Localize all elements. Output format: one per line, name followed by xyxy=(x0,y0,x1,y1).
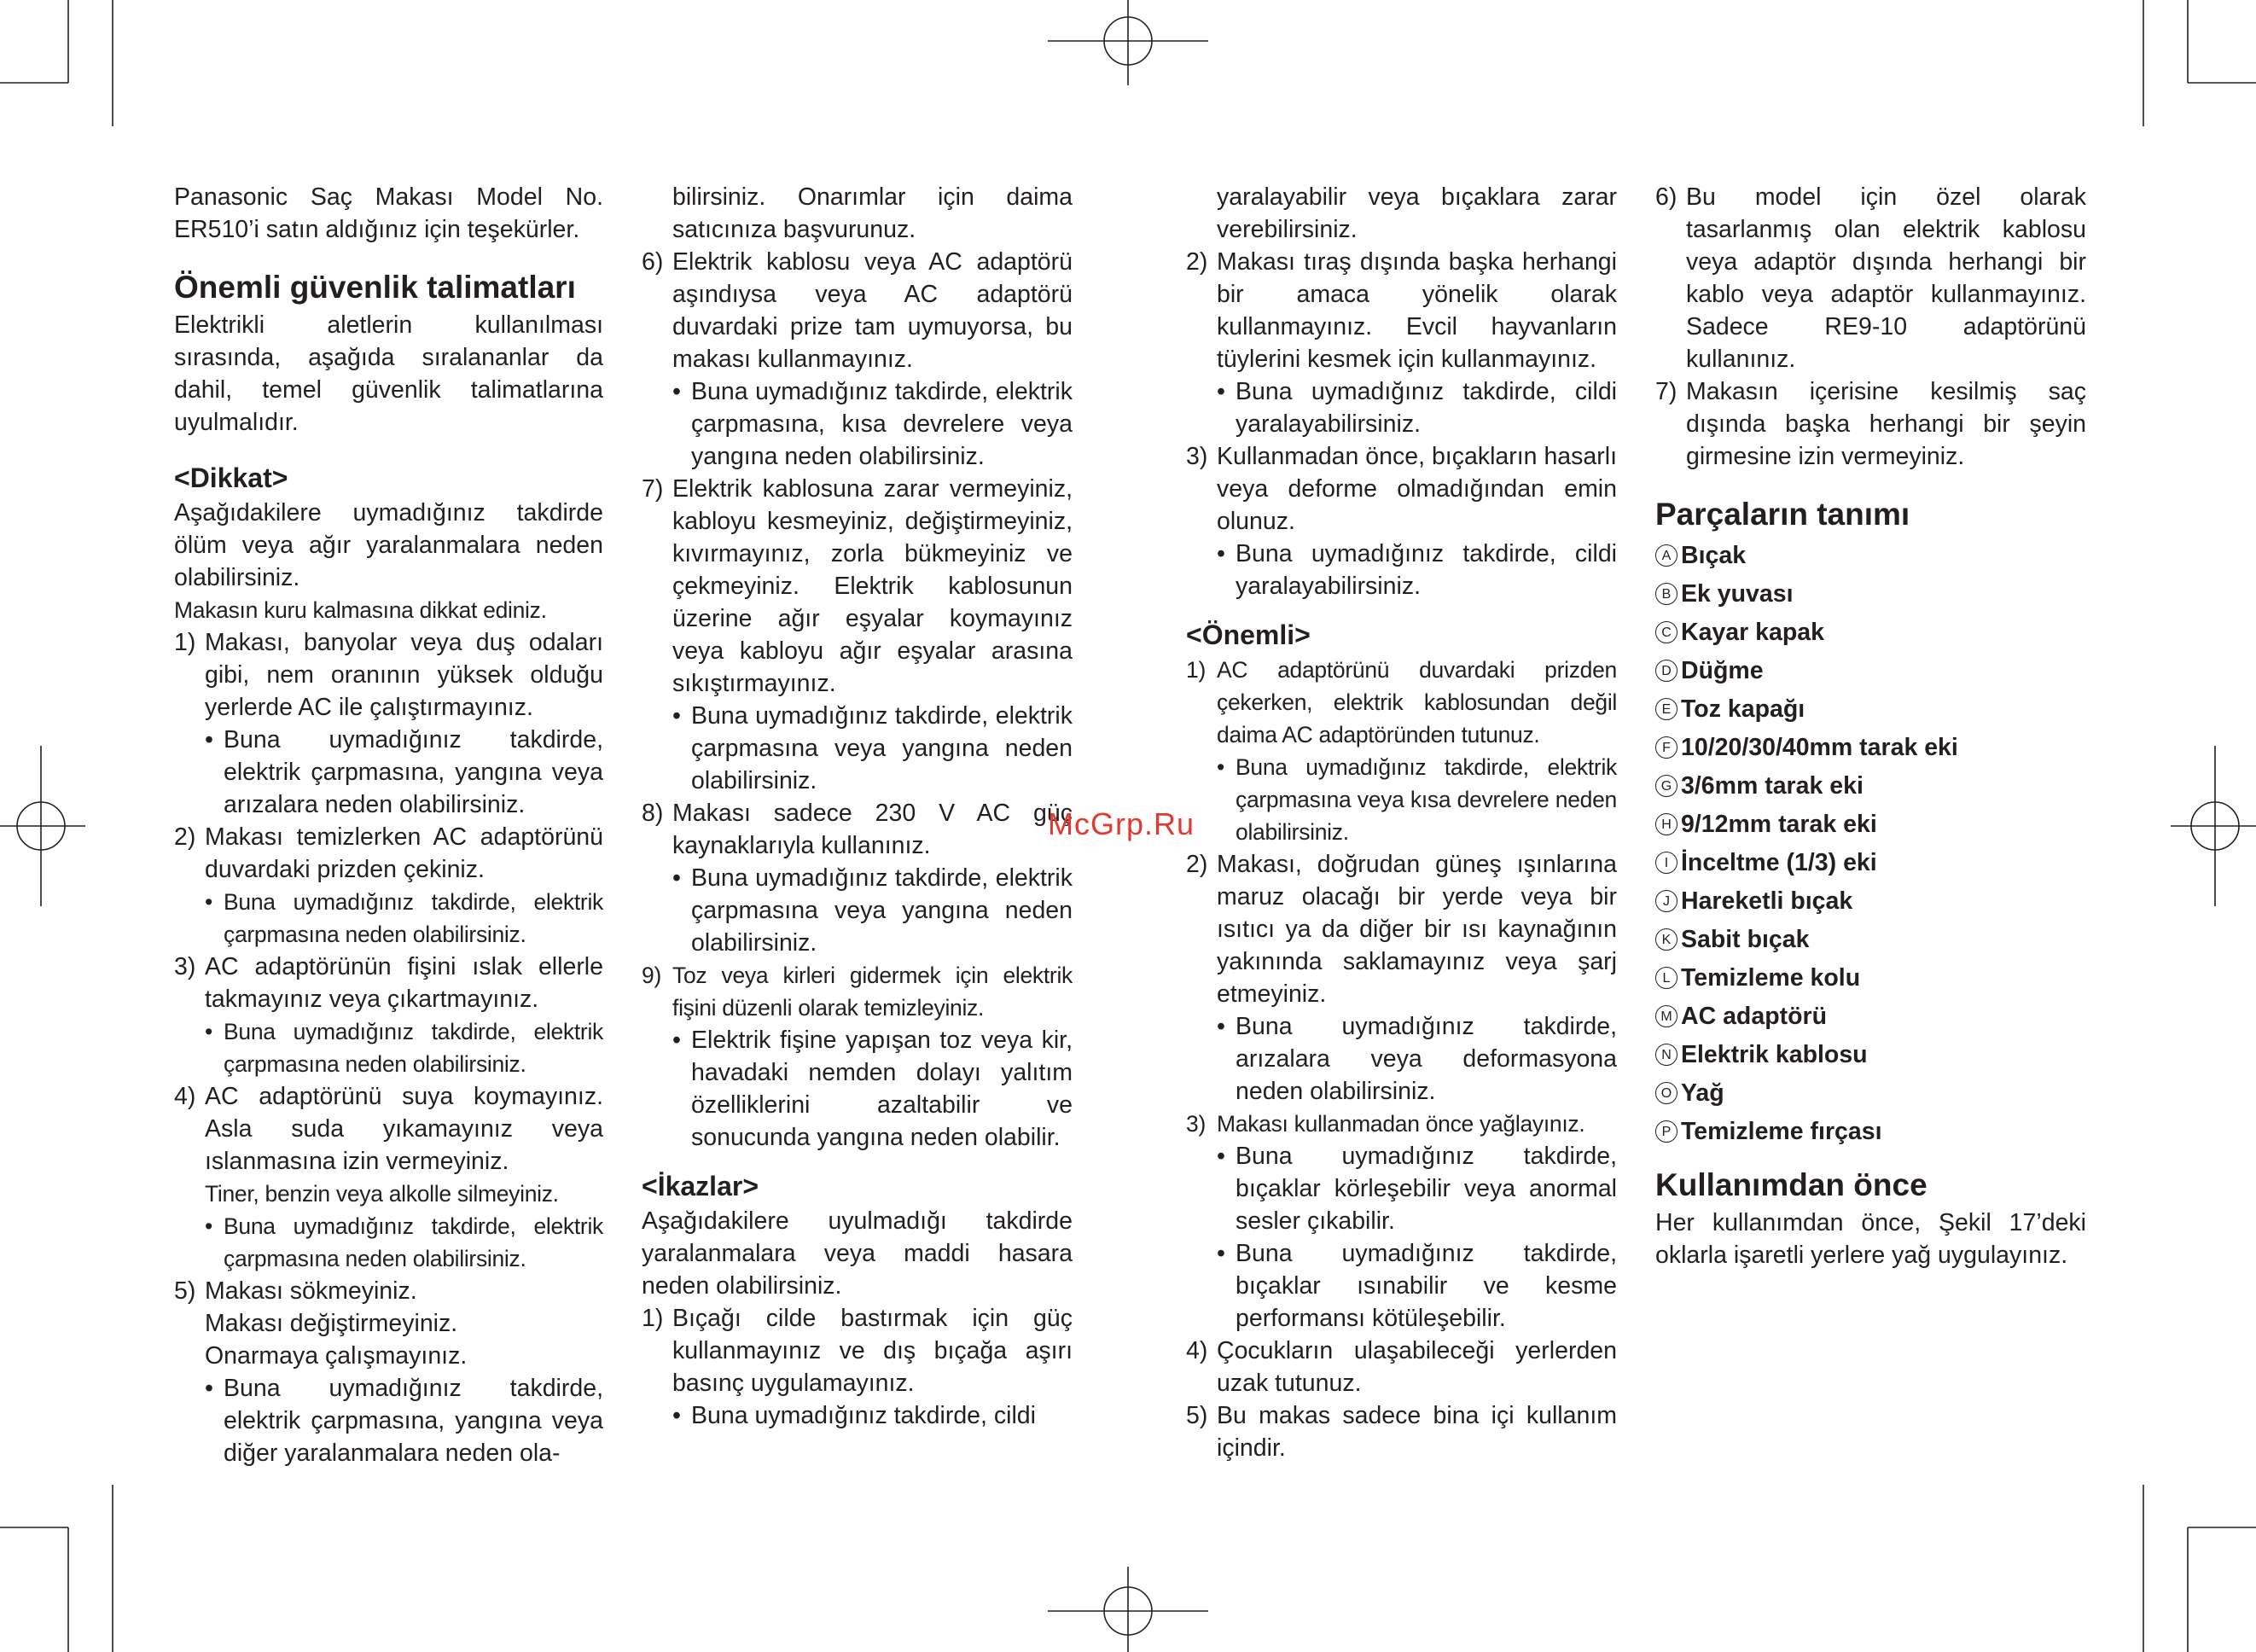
parts-list xyxy=(1655,536,2086,1150)
list-item: 7) Makasın içerisine kesilmiş saç dışında başka herhangi bir şeyin girmesine izin vermeyiniz. xyxy=(1655,378,2086,470)
bullet-item: • Elektrik fişine yapışan toz veya kir, havadaki nemden dolayı yalıtım özelliklerini azaltabilir ve sonucunda yangına neden olabilir. xyxy=(672,1027,1073,1151)
list-item: L Temizleme kolu xyxy=(1655,958,2086,997)
letter-badge: K xyxy=(1655,928,1677,951)
bullet-item: • Buna uymadığınız takdirde, elektrik çarpmasına, yangına veya diğer yaralanmalara neden ola- xyxy=(205,1375,603,1467)
bullet-item: • Buna uymadığınız takdirde, cildi xyxy=(672,1402,1036,1429)
bullet-item: • Buna uymadığınız takdirde, arızalara veya deformasyona neden olabilirsiniz. xyxy=(1217,1013,1617,1105)
column-2 xyxy=(642,181,1073,1432)
letter-badge: A xyxy=(1655,544,1677,567)
list-item: K Sabit bıçak xyxy=(1655,920,2086,958)
bullet-item: • Buna uymadığınız takdirde, elektrik çarpmasına veya yangına neden olabilirsiniz. xyxy=(672,864,1073,957)
bullet-item: • Buna uymadığınız takdirde, elektrik çarpmasına, kısa devrelere veya yangına neden olabilirsiniz. xyxy=(672,378,1073,470)
bullet-item: • Buna uymadığınız takdirde, elektrik çarpmasına veya yangına neden olabilirsiniz. xyxy=(672,702,1073,794)
letter-badge: F xyxy=(1655,736,1677,759)
list-item: 3) Makası kullanmadan önce yağlayınız. xyxy=(1186,1111,1585,1137)
list-item: D Düğme xyxy=(1655,651,2086,689)
bullet-item: • Buna uymadığınız takdirde, elektrik çarpmasına, yangına veya arızalara neden olabilirsiniz. xyxy=(205,726,603,818)
bullet-item: • Buna uymadığınız takdirde, cildi yaralayabilirsiniz. xyxy=(1217,540,1617,600)
intro-text: Panasonic Saç Makası Model No. ER510’i satın aldığınız için teşekürler. xyxy=(174,183,603,243)
onemli-heading: <Önemli> xyxy=(1186,620,1311,650)
bullet-item: • Buna uymadığınız takdirde, cildi yaralayabilirsiniz. xyxy=(1217,378,1617,438)
letter-badge: C xyxy=(1655,621,1677,643)
list-item: 5) Bu makas sadece bina içi kullanım içindir. xyxy=(1186,1402,1617,1462)
letter-badge: O xyxy=(1655,1082,1677,1104)
column-4 xyxy=(1655,181,2086,1271)
list-item: 7) Elektrik kablosuna zarar vermeyiniz, kabloyu kesmeyiniz, değiştirmeyiniz, kıvırmayınız, zorla bükmeyiniz ve çekmeyiniz. Elektrik kablosunun üzerine ağır eşyalar koymayınız veya kabloyu ağır eşyalar arasına sıkıştırmayınız. xyxy=(642,475,1073,697)
watermark: McGrp.Ru xyxy=(1048,806,1195,841)
before-use-heading: Kullanımdan önce xyxy=(1655,1167,1927,1202)
column-1 xyxy=(174,181,603,1469)
list-item: I İnceltme (1/3) eki xyxy=(1655,843,2086,881)
list-item: 2) Makası, doğrudan güneş ışınlarına maruz olacağı bir yerde veya bir ısıtıcı ya da diğer bir ısı kaynağının yakınında saklamayınız veya şarj etmeyiniz. xyxy=(1186,851,1617,1008)
letter-badge: E xyxy=(1655,698,1677,720)
letter-badge: H xyxy=(1655,813,1677,835)
safety-intro: Elektrikli aletlerin kullanılması sırasında, aşağıda sıralananlar da dahil, temel güvenlik talimatlarına uyulmalıdır. xyxy=(174,311,603,436)
list-item: 2) Makası temizlerken AC adaptörünü duvardaki prizden çekiniz. xyxy=(174,823,603,883)
list-item: M AC adaptörü xyxy=(1655,997,2086,1035)
letter-badge: P xyxy=(1655,1120,1677,1143)
list-item: 3) Kullanmadan önce, bıçakların hasarlı veya deforme olmadığından emin olunuz. xyxy=(1186,443,1617,535)
bullet-item: • Buna uymadığınız takdirde, bıçaklar ısınabilir ve kesme performansı kötüleşebilir. xyxy=(1217,1240,1617,1332)
list-item: 8) Makası sadece 230 V AC güç kaynaklarıyla kullanınız. xyxy=(642,800,1073,859)
list-item-extra: Tiner, benzin veya alkolle silmeyiniz. xyxy=(205,1181,559,1207)
list-item: O Yağ xyxy=(1655,1073,2086,1112)
list-item: 6) Elektrik kablosu veya AC adaptörü aşındıysa veya AC adaptörü duvardaki prize tam uymuyorsa, bu makası kullanmayınız. xyxy=(642,248,1073,373)
dikkat-note: Makasın kuru kalmasına dikkat ediniz. xyxy=(174,597,547,623)
bullet-item: • Buna uymadığınız takdirde, elektrik çarpmasına neden olabilirsiniz. xyxy=(205,889,603,947)
list-item: 2) Makası tıraş dışında başka herhangi bir amaca yönelik olarak kullanmayınız. Evcil hayvanların tüylerini kesmek için kullanmayınız. xyxy=(1186,248,1617,373)
list-item: 4) AC adaptörünü suya koymayınız. Asla suda yıkamayınız veya ıslanmasına izin vermeyiniz. xyxy=(174,1083,603,1175)
list-item: G 3/6mm tarak eki xyxy=(1655,766,2086,805)
list-item: F 10/20/30/40mm tarak eki xyxy=(1655,728,2086,766)
parts-heading: Parçaların tanımı xyxy=(1655,497,1910,532)
list-item: A Bıçak xyxy=(1655,536,2086,574)
letter-badge: N xyxy=(1655,1044,1677,1066)
list-item-extra: Makası değiştirmeyiniz. xyxy=(205,1310,458,1337)
list-item: 9) Toz veya kirleri gidermek için elektrik fişini düzenli olarak temizleyiniz. xyxy=(642,963,1073,1021)
list-item: 6) Bu model için özel olarak tasarlanmış olan elektrik kablosu veya adaptör dışında herhangi bir kablo veya adaptör kullanmayınız. Sadece RE9-10 adaptörünü kullanınız. xyxy=(1655,183,2086,373)
dikkat-heading: <Dikkat> xyxy=(174,462,288,493)
bullet-item: • Buna uymadığınız takdirde, elektrik çarpmasına neden olabilirsiniz. xyxy=(205,1213,603,1271)
list-item: 3) AC adaptörünün fişini ıslak ellerle takmayınız veya çıkartmayınız. xyxy=(174,953,603,1013)
list-item: P Temizleme fırçası xyxy=(1655,1112,2086,1150)
list-item: 5) Makası sökmeyiniz. xyxy=(174,1277,417,1305)
bullet-item: • Buna uymadığınız takdirde, elektrik çarpmasına veya kısa devrelere neden olabilirsiniz. xyxy=(1217,754,1617,845)
letter-badge: I xyxy=(1655,852,1677,874)
bullet-item: • Buna uymadığınız takdirde, bıçaklar körleşebilir veya anormal sesler çıkabilir. xyxy=(1217,1143,1617,1235)
letter-badge: J xyxy=(1655,890,1677,912)
list-item: E Toz kapağı xyxy=(1655,689,2086,728)
ikaz-intro: Aşağıdakilere uyulmadığı takdirde yaralanmalara veya maddi hasara neden olabilirsiniz. xyxy=(642,1207,1073,1300)
column-3 xyxy=(1186,181,1617,1464)
list-item: 1) Makası, banyolar veya duş odaları gibi, nem oranının yüksek olduğu yerlerde AC ile çalıştırmayınız. xyxy=(174,629,603,721)
letter-badge: L xyxy=(1655,967,1677,989)
letter-badge: G xyxy=(1655,775,1677,797)
list-item: C Kayar kapak xyxy=(1655,613,2086,651)
continued-text: yaralayabilir veya bıçaklara zarar verebilirsiniz. xyxy=(1217,183,1617,243)
safety-heading: Önemli güvenlik talimatları xyxy=(174,270,576,305)
letter-badge: B xyxy=(1655,583,1677,605)
list-item: 1) Bıçağı cilde bastırmak için güç kullanmayınız ve dış bıçağa aşırı basınç uygulamayınız. xyxy=(642,1305,1073,1397)
list-item: B Ek yuvası xyxy=(1655,574,2086,613)
letter-badge: M xyxy=(1655,1005,1677,1027)
list-item: H 9/12mm tarak eki xyxy=(1655,805,2086,843)
dikkat-intro: Aşağıdakilere uymadığınız takdirde ölüm veya ağır yaralanmalara neden olabilirsiniz. xyxy=(174,499,603,591)
list-item: N Elektrik kablosu xyxy=(1655,1035,2086,1073)
list-item-extra: Onarmaya çalışmayınız. xyxy=(205,1342,468,1370)
continued-text: bilirsiniz. Onarımlar için daima satıcınıza başvurunuz. xyxy=(672,183,1073,243)
list-item: 4) Çocukların ulaşabileceği yerlerden uzak tutunuz. xyxy=(1186,1337,1617,1397)
ikaz-heading: <İkazlar> xyxy=(642,1171,759,1201)
before-use-text: Her kullanımdan önce, Şekil 17’deki oklarla işaretli yerlere yağ uygulayınız. xyxy=(1655,1209,2086,1269)
letter-badge: D xyxy=(1655,660,1677,682)
list-item: 1) AC adaptörünü duvardaki prizden çekerken, elektrik kablosundan değil daima AC adaptöründen tutunuz. xyxy=(1186,657,1617,747)
bullet-item: • Buna uymadığınız takdirde, elektrik çarpmasına neden olabilirsiniz. xyxy=(205,1019,603,1077)
list-item: J Hareketli bıçak xyxy=(1655,881,2086,920)
